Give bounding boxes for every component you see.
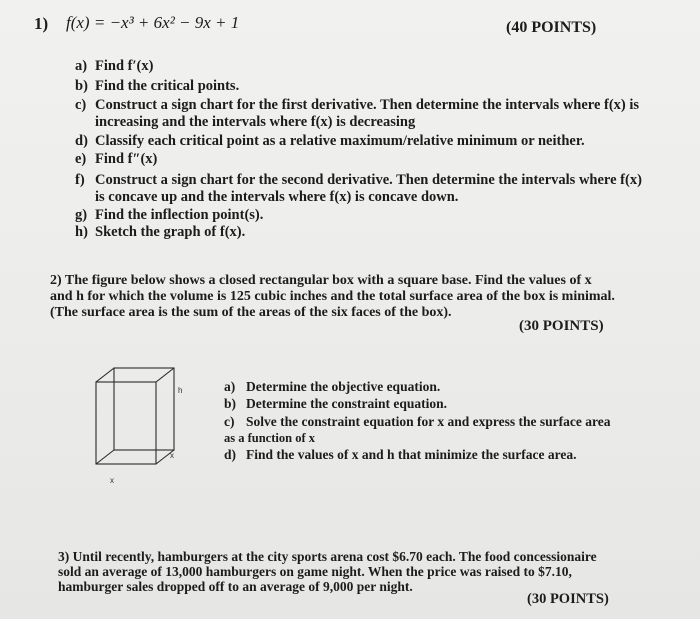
q2-item-d-label: d) [224, 447, 237, 462]
box-height-label: h [178, 386, 183, 395]
q1-item-g [75, 206, 263, 224]
box-edge-top-left [96, 368, 114, 382]
q1-item-e-text: Find f″(x) [95, 151, 158, 167]
q2-item-c-label: c) [224, 414, 235, 429]
q1-item-c-text: Construct a sign chart for the first derivative. Then determine the intervals where f(x) is [95, 97, 640, 113]
q1-item-a-text: Find f′(x) [95, 58, 154, 74]
q2-line-3: (The surface area is the sum of the areas of the six faces of the box). [50, 305, 452, 320]
q2-item-a-label: a) [224, 379, 236, 394]
q2-item-c-cont: as a function of x [224, 431, 315, 445]
q1-item-d-text: Classify each critical point as a relative maximum/relative minimum or neither. [95, 133, 585, 149]
q1-item-a [75, 57, 153, 75]
q2-points: (30 POINTS) [519, 318, 604, 334]
q3-points: (30 POINTS) [527, 591, 609, 607]
q3-line-1: 3) Until recently, hamburgers at the city sports arena cost $6.70 each. The food concessionaire [58, 549, 597, 564]
q1-item-b-label: b) [75, 78, 88, 94]
box-back-face [114, 368, 174, 450]
q2-item-b-label: b) [224, 396, 237, 411]
q1-item-g-label: g) [75, 207, 88, 223]
q1-item-f-label: f) [75, 172, 85, 188]
q1-item-c [75, 96, 639, 114]
q2-item-a [224, 379, 440, 395]
q1-number: 1) [34, 14, 49, 33]
q1-points: (40 POINTS) [506, 19, 597, 36]
q1-item-h [75, 223, 245, 241]
box-edge-top-right [156, 368, 174, 382]
q3-line-2: sold an average of 13,000 hamburgers on game night. When the price was raised to $7.10, [58, 564, 572, 579]
q2-item-d [224, 447, 577, 463]
q1-function: f(x) = −x³ + 6x² − 9x + 1 [66, 13, 240, 32]
q2-line-1: 2) The figure below shows a closed rectangular box with a square base. Find the values of x [50, 273, 592, 288]
q1-item-c-cont: increasing and the intervals where f(x) is decreasing [95, 114, 416, 130]
q1-item-h-text: Sketch the graph of f(x). [95, 224, 246, 240]
box-base-label: x [110, 476, 114, 485]
q2-item-b-text: Determine the constraint equation. [246, 396, 447, 411]
q1-item-f-text: Construct a sign chart for the second derivative. Then determine the intervals where f(x) [95, 172, 642, 188]
q1-item-b-text: Find the critical points. [95, 78, 240, 94]
q1-item-a-label: a) [75, 58, 88, 74]
q1-item-e [75, 150, 157, 168]
box-figure [78, 360, 188, 490]
q2-item-b [224, 396, 447, 412]
q2-item-c-text: Solve the constraint equation for x and express the surface area [246, 414, 611, 429]
q2-line-2: and h for which the volume is 125 cubic inches and the total surface area of the box is minimal. [50, 289, 615, 304]
q2-item-c [224, 414, 610, 430]
q1-item-e-label: e) [75, 151, 87, 167]
q1-item-f [75, 171, 642, 189]
q1-item-g-text: Find the inflection point(s). [95, 207, 264, 223]
q1-item-h-label: h) [75, 224, 88, 240]
q2-item-d-text: Find the values of x and h that minimize the surface area. [246, 447, 577, 462]
q1-item-c-label: c) [75, 97, 87, 113]
q1-item-b [75, 77, 239, 95]
box-edge-bottom-left [96, 450, 114, 464]
q1-item-d-label: d) [75, 133, 88, 149]
q1-item-f-cont: is concave up and the intervals where f(x) is concave down. [95, 189, 459, 205]
box-side-label: x [170, 451, 174, 460]
q1-item-d [75, 132, 585, 150]
box-front-face [96, 382, 156, 464]
q2-item-a-text: Determine the objective equation. [246, 379, 441, 394]
q3-line-3: hamburger sales dropped off to an average of 9,000 per night. [58, 579, 413, 594]
